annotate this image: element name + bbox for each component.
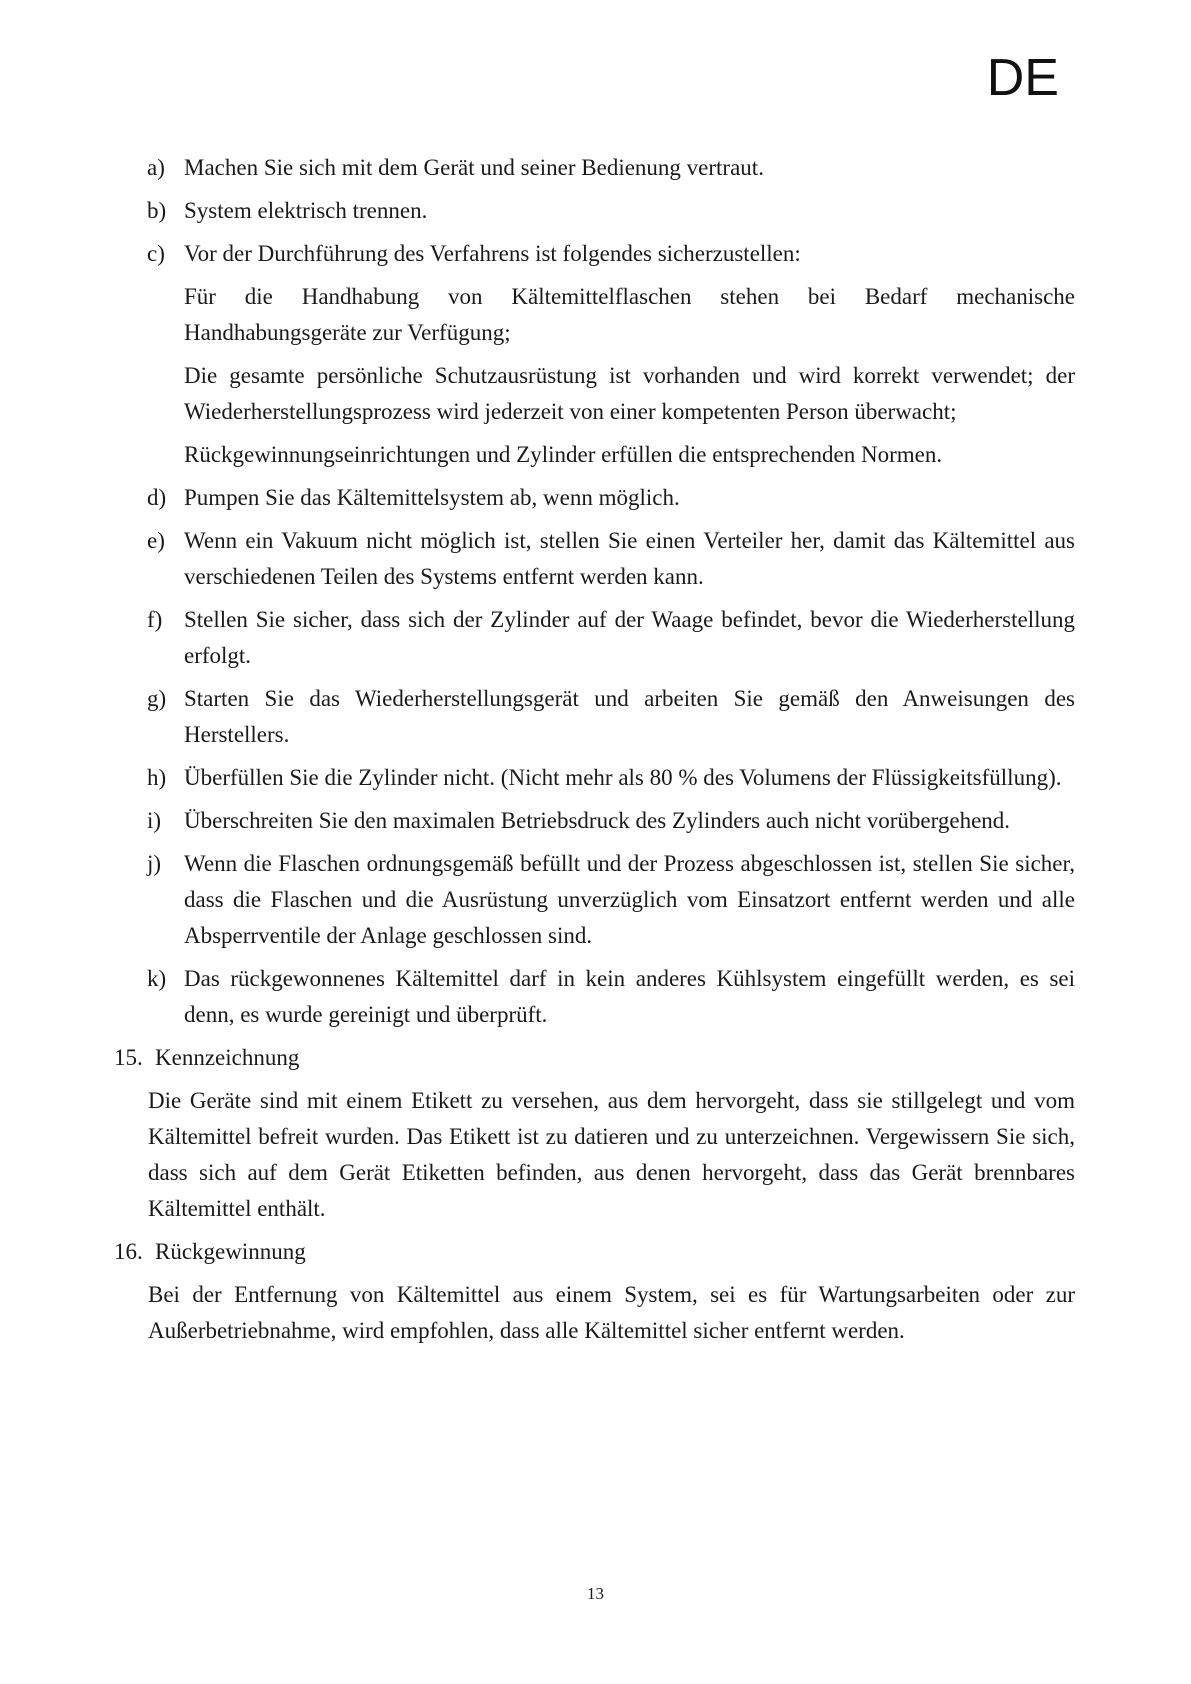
page-number: 13 <box>587 1584 604 1603</box>
document-body <box>0 150 1191 1356</box>
list-item <box>0 150 1191 186</box>
list-item-text: Starten Sie das Wiederherstellungsgerät und arbeiten Sie gemäß den Anweisungen des Herstellers. <box>184 686 1075 747</box>
section-title: Rückgewinnung <box>155 1239 306 1264</box>
list-item-text: Überfüllen Sie die Zylinder nicht. (Nicht mehr als 80 % des Volumens der Flüssigkeitsfüllung). <box>184 765 1062 790</box>
sub-paragraph: Für die Handhabung von Kältemittelflaschen stehen bei Bedarf mechanische Handhabungsgeräte zur Verfügung; <box>184 284 1075 345</box>
section-heading <box>0 1040 1191 1076</box>
list-item-text: System elektrisch trennen. <box>184 198 428 223</box>
list-item-label: a) <box>147 155 165 180</box>
list-item-label: c) <box>147 241 165 266</box>
list-item <box>0 193 1191 229</box>
list-item <box>0 480 1191 516</box>
list-item-label: j) <box>147 851 162 876</box>
section-number: 16. <box>114 1239 143 1264</box>
list-item-label: e) <box>147 528 165 553</box>
list-item-label: h) <box>147 765 167 790</box>
list-item-label: g) <box>147 686 167 711</box>
list-item-text: Wenn ein Vakuum nicht möglich ist, stellen Sie einen Verteiler her, damit das Kältemittel aus verschiedenen Teilen des Systems entfernt werden kann. <box>184 528 1075 589</box>
list-item-text: Das rückgewonnenes Kältemittel darf in kein anderes Kühlsystem eingefüllt werden, es sei denn, es wurde gereinigt und überprüft. <box>184 966 1075 1027</box>
section-number: 15. <box>114 1045 143 1070</box>
list-item <box>0 602 1191 674</box>
list-item-text: Wenn die Flaschen ordnungsgemäß befüllt und der Prozess abgeschlossen ist, stellen Sie sicher, dass die Flaschen und die Ausrüstung unverzüglich vom Einsatzort entfernt werden und alle Absperrventile der Anlage geschlossen sind. <box>184 851 1075 948</box>
list-item-label: i) <box>147 808 162 833</box>
section-title: Kennzeichnung <box>155 1045 300 1070</box>
list-item-label: d) <box>147 485 167 510</box>
list-item-text: Vor der Durchführung des Verfahrens ist folgendes sicherzustellen: <box>184 241 801 266</box>
list-item-label: f) <box>147 607 163 632</box>
list-item <box>0 760 1191 796</box>
list-item-text: Pumpen Sie das Kältemittelsystem ab, wenn möglich. <box>184 485 680 510</box>
sub-paragraph: Die gesamte persönliche Schutzausrüstung ist vorhanden und wird korrekt verwendet; der Wiederherstellungsprozess wird jederzeit von einer kompetenten Person überwacht; <box>184 363 1075 424</box>
sub-paragraph: Rückgewinnungseinrichtungen und Zylinder erfüllen die entsprechenden Normen. <box>184 442 943 467</box>
list-item-text: Überschreiten Sie den maximalen Betriebsdruck des Zylinders auch nicht vorübergehend. <box>184 808 1011 833</box>
list-item <box>0 236 1191 272</box>
list-item-label: b) <box>147 198 167 223</box>
list-item <box>0 846 1191 954</box>
list-item <box>0 961 1191 1033</box>
list-item <box>0 523 1191 595</box>
list-item-text: Stellen Sie sicher, dass sich der Zylinder auf der Waage befindet, bevor die Wiederherstellung erfolgt. <box>184 607 1075 668</box>
language-label: DE <box>986 49 1059 107</box>
list-item <box>0 681 1191 753</box>
list-item <box>0 803 1191 839</box>
section-heading <box>0 1234 1191 1270</box>
section-body: Bei der Entfernung von Kältemittel aus einem System, sei es für Wartungsarbeiten oder zur Außerbetriebnahme, wird empfohlen, dass alle Kältemittel sicher entfernt werden. <box>148 1282 1075 1343</box>
list-item-text: Machen Sie sich mit dem Gerät und seiner Bedienung vertraut. <box>184 155 764 180</box>
section-body: Die Geräte sind mit einem Etikett zu versehen, aus dem hervorgeht, dass sie stillgelegt und vom Kältemittel befreit wurden. Das Etikett ist zu datieren und zu unterzeichnen. Vergewissern Sie sich, dass sich auf dem Gerät Etiketten befinden, aus denen hervorgeht, dass das Gerät brennbares Kältemittel enthält. <box>148 1088 1075 1221</box>
list-item-label: k) <box>147 966 167 991</box>
